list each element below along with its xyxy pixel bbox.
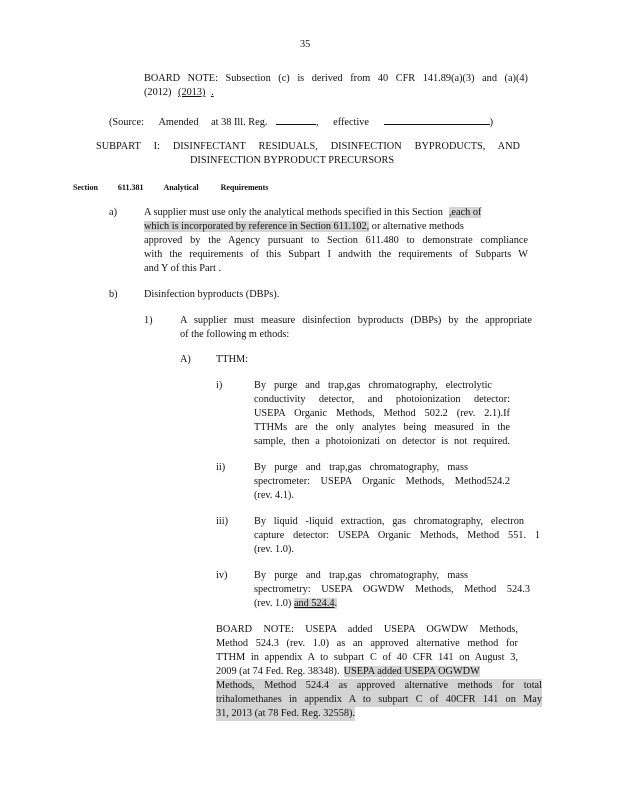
board-note-text: 2009 (at 74 Fed. Reg. 38348). [216,666,340,677]
highlighted-text: and 524.4 [293,598,335,609]
highlighted-text: . [334,598,338,609]
subitem-line: By purge and trap,gas chromatography, mass [254,462,468,473]
highlighted-text: USEPA added USEPA OGWDW [343,666,480,677]
highlighted-text: trihalomethanes in appendix A to subpart C of 40CFR 141 on May [216,694,542,705]
subitem-line: By liquid -liquid extraction, gas chromatography, electron [254,516,524,527]
paragraph-marker: a) [109,207,117,218]
board-note-line [216,665,528,679]
source-label: (Source: [109,117,144,128]
subitem-text: (rev. 1.0) [254,598,292,609]
subitem-line: spectrometer: USEPA Organic Methods, Method524.2 [254,476,510,487]
subitem-line: (rev. 4.1). [254,490,294,501]
subpart-heading-line: DISINFECTION BYPRODUCT PRECURSORS [190,155,395,166]
paragraph-text: Disinfection byproducts (DBPs). [144,289,280,300]
board-note-line [144,86,214,100]
item-marker: A) [180,354,191,365]
board-note-line: TTHM in appendix A to subpart C of 40 CFR 141 on August 3, [216,652,518,663]
board-note-line: BOARD NOTE: USEPA added USEPA OGWDW Methods, [216,624,518,635]
board-note-line: Method 524.3 (rev. 1.0) as an approved alternative method for [216,638,518,649]
board-note-period: . [211,87,214,98]
section-number: 611.381 [117,183,144,192]
subitem-line: TTHMs are the only analytes being measured in the [254,422,510,433]
paragraph-line [144,206,528,220]
highlighted-text: ,each of [448,207,482,218]
subitem-line: (rev. 1.0). [254,544,294,555]
board-note-year-old: (2012) [144,87,172,98]
subitem-marker: iv) [216,570,228,581]
source-reg-blank [276,114,316,125]
subitem-line: sample, then a photoionizati on detector is not required. [254,436,510,447]
section-heading [73,181,268,195]
highlighted-text: 31, 2013 (at 78 Fed. Reg. 32558). [216,708,355,719]
page-number: 35 [300,39,311,50]
subitem-line: spectrometry: USEPA OGWDW Methods, Method 524.3 [254,584,530,595]
item-text: TTHM: [216,354,249,365]
section-title: Requirements [220,183,269,192]
subitem-marker: i) [216,380,223,391]
source-effective-blank [384,114,490,125]
paragraph-text: or alternative methods [369,221,464,232]
subitem-line: By purge and trap,gas chromatography, mass [254,570,468,581]
subpart-heading-line: SUBPART I: DISINFECTANT RESIDUALS, DISINFECTION BYPRODUCTS, AND [96,141,520,152]
source-line [109,114,493,130]
subitem-marker: ii) [216,462,226,473]
source-comma: , [316,117,319,128]
paragraph-text: A supplier must use only the analytical methods specified in this Section [144,207,443,218]
subitem-line: conductivity detector, and photoionization detector: [254,394,510,405]
source-reg: at 38 Ill. Reg. [211,117,268,128]
highlighted-text: Methods, Method 524.4 as approved alternative methods for total [216,680,542,691]
section-title: Analytical [163,183,199,192]
paragraph-line: approved by the Agency pursuant to Section 611.480 to demonstrate compliance [144,235,528,246]
item-marker: 1) [144,315,153,326]
subitem-line: capture detector: USEPA Organic Methods, Method 551. 1 [254,530,540,541]
subitem-marker: iii) [216,516,229,527]
item-line: A supplier must measure disinfection byproducts (DBPs) by the appropriate [180,315,532,326]
board-note-line: BOARD NOTE: Subsection (c) is derived from 40 CFR 141.89(a)(3) and (a)(4) [144,73,528,84]
board-note-year-new: (2013) [178,87,206,98]
highlighted-text: which is incorporated by reference in Section 611.102, [144,221,370,232]
subitem-line: By purge and trap,gas chromatography, electrolytic [254,380,492,391]
paragraph-line: with the requirements of this Subpart I andwith the requirements of Subparts W [144,249,528,260]
source-amended: Amended [158,117,199,128]
paragraph-line [144,220,528,234]
source-effective: effective [333,117,369,128]
section-label: Section [73,183,98,192]
paragraph-line: and Y of this Part . [144,263,222,274]
subitem-line [254,597,337,611]
source-close: ) [489,117,493,128]
item-line: of the following m ethods: [180,329,290,340]
paragraph-marker: b) [109,289,118,300]
subitem-line: USEPA Organic Methods, Method 502.2 (rev. 2.1).If [254,408,510,419]
